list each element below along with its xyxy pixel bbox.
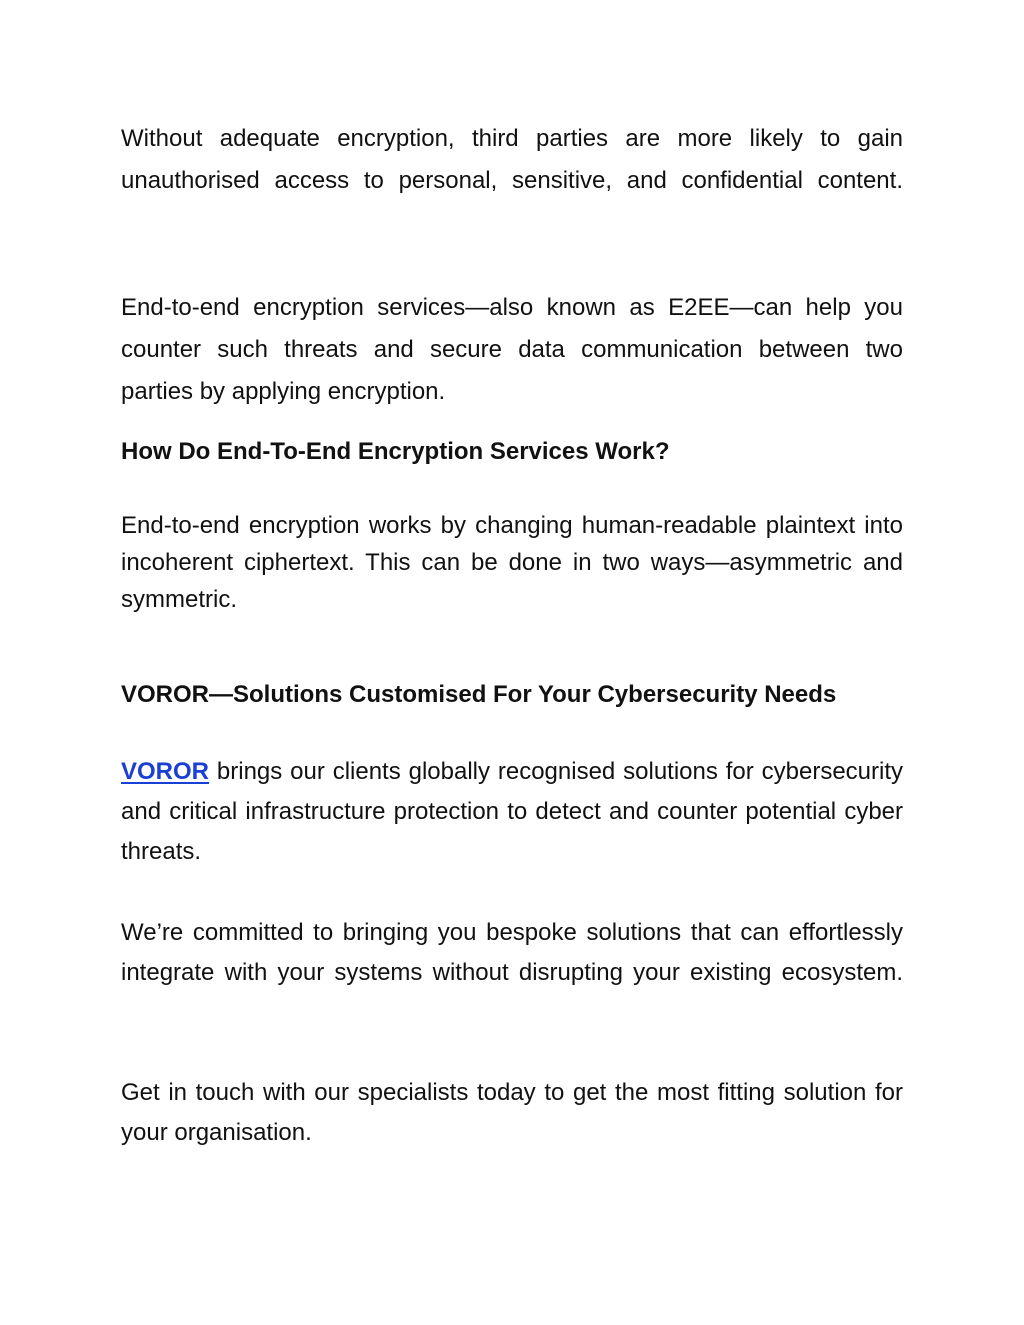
how-it-works-heading: How Do End-To-End Encryption Services Work? <box>121 438 670 465</box>
voror-heading: VOROR—Solutions Customised For Your Cybersecurity Needs <box>121 681 837 708</box>
commitment-paragraph: We’re committed to bringing you bespoke solutions that can effortlessly integrate with your systems without disrupting your existing ecosystem. <box>121 919 903 986</box>
voror-link[interactable]: VOROR <box>121 758 210 785</box>
voror-paragraph <box>121 752 903 872</box>
e2ee-paragraph: End-to-end encryption services—also known as E2EE—can help you counter such threats and secure data communication between two parties by applying encryption. <box>121 294 903 405</box>
how-it-works-paragraph: End-to-end encryption works by changing human-readable plaintext into incoherent ciphertext. This can be done in two ways—asymmetric and symmetric. <box>121 512 903 613</box>
intro-paragraph: Without adequate encryption, third parties are more likely to gain unauthorised access to personal, sensitive, and confidential content. <box>121 125 903 194</box>
cta-paragraph: Get in touch with our specialists today to get the most fitting solution for your organisation. <box>121 1079 903 1146</box>
voror-paragraph-text: brings our clients globally recognised solutions for cybersecurity and critical infrastructure protection to detect and counter potential cyber threats. <box>121 758 903 865</box>
